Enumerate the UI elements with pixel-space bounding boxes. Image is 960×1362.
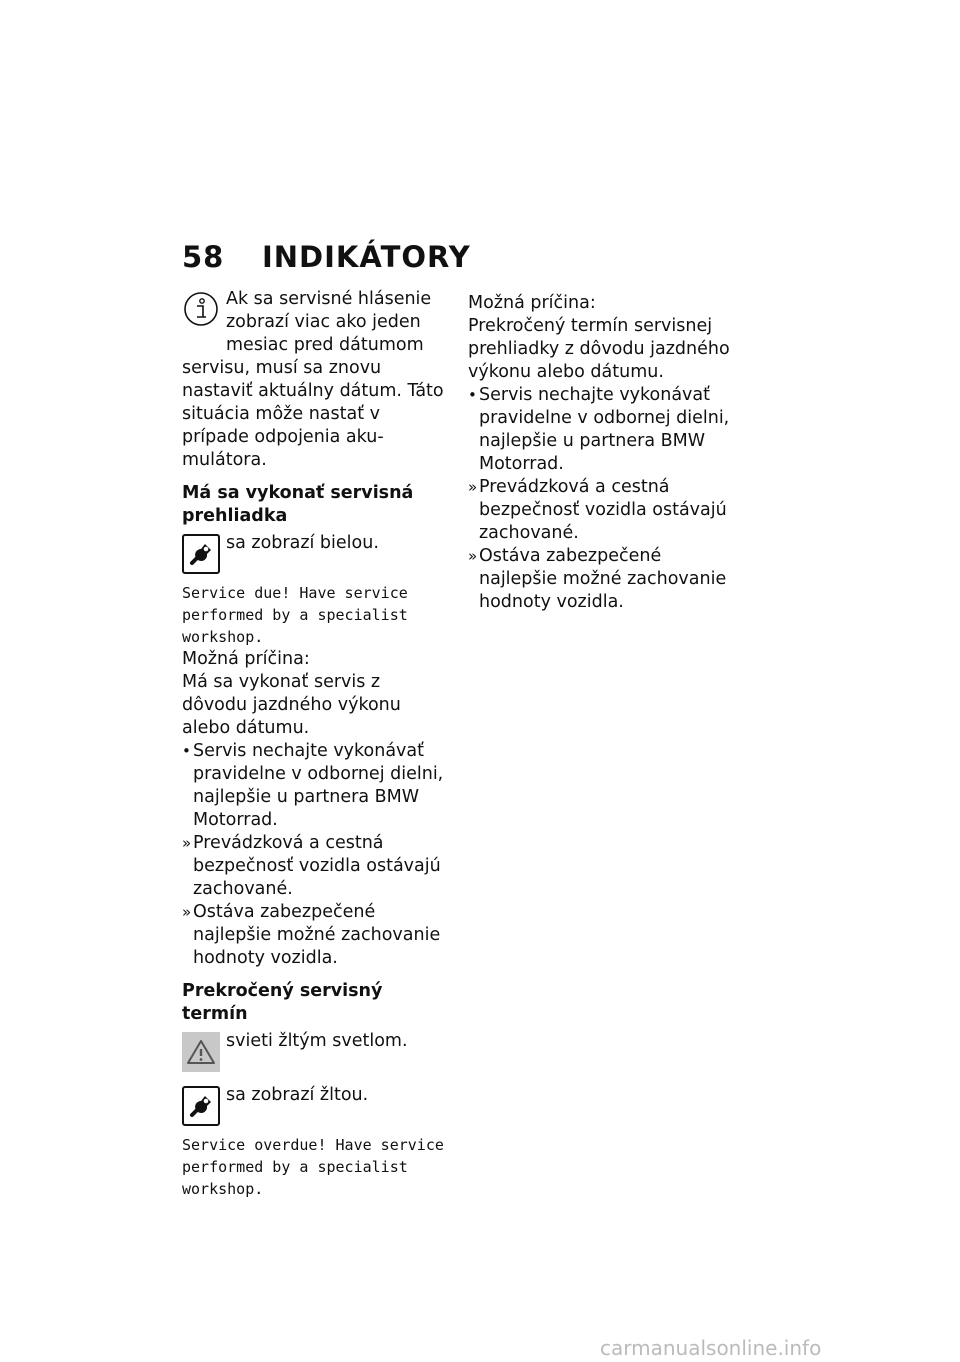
list-item-text: Prevádzková a cestná bezpečnosť vozidla ostávajú zachované.: [479, 477, 727, 543]
wrench-row-overdue: [182, 1084, 450, 1128]
action-list: [468, 384, 736, 614]
cause-text: Prekročený termín servisnej prehliadky z dôvodu jazdného výkonu alebo dátumu.: [468, 316, 730, 382]
wrench-icon: [182, 534, 220, 574]
wrench-icon: [182, 1086, 220, 1126]
bullet-mark: •: [182, 742, 191, 760]
list-item-text: Servis nechajte vykonávať pravidelne v odbornej dielni, najlepšie u partnera BMW Motorrad.: [193, 741, 444, 830]
display-message: Service overdue! Have service performed by a specialist workshop.: [182, 1136, 444, 1198]
right-column: [468, 292, 736, 614]
warning-row: [182, 1030, 450, 1074]
bullet-mark: »: [468, 478, 478, 496]
wrench-row: [182, 532, 450, 576]
cause-text: Má sa vykonať servis z dôvodu jazdného výkonu alebo dátumu.: [182, 672, 401, 738]
action-list: [182, 740, 450, 970]
list-item: [468, 545, 736, 614]
wrench-text: sa zobrazí bielou.: [226, 533, 379, 553]
warning-icon: [182, 1032, 220, 1072]
info-text: Ak sa servisné hlásenie zobrazí viac ako jeden mesiac pred dátumom servisu, musí sa znovu nastaviť aktuálny dátum. Táto situácia môže nastať v prípade odpojenia akumulátora.: [182, 289, 444, 470]
bullet-mark: »: [182, 834, 192, 852]
list-item: [182, 832, 450, 901]
list-item-text: Servis nechajte vykonávať pravidelne v odbornej dielni, najlepšie u partnera BMW Motorrad.: [479, 385, 730, 474]
cause-label: Možná príčina:: [182, 649, 310, 669]
bullet-mark: »: [182, 903, 192, 921]
list-item-text: Ostáva zabezpečené najlepšie možné zachovanie hodnoty vozidla.: [193, 902, 441, 968]
wrench-text: sa zobrazí žltou.: [226, 1085, 369, 1105]
section-heading-service-due: Má sa vykonať servisná prehliadka: [182, 483, 414, 526]
list-item: [468, 476, 736, 545]
display-message: Service due! Have service performed by a specialist workshop.: [182, 584, 408, 646]
left-column: [182, 288, 450, 1200]
section-heading-service-overdue: Prekročený servisný termín: [182, 981, 383, 1024]
page-header: [182, 240, 471, 274]
watermark: carmanualsonline.info: [600, 1336, 822, 1360]
cause-label: Možná príčina:: [468, 293, 596, 313]
bullet-mark: »: [468, 547, 478, 565]
list-item: [182, 740, 450, 832]
page-title: INDIKÁTORY: [262, 240, 471, 274]
list-item-text: Ostáva zabezpečené najlepšie možné zachovanie hodnoty vozidla.: [479, 546, 727, 612]
list-item: [468, 384, 736, 476]
info-note: [182, 288, 450, 472]
bullet-mark: •: [468, 386, 477, 404]
list-item-text: Prevádzková a cestná bezpečnosť vozidla ostávajú zachované.: [193, 833, 441, 899]
page-number: 58: [182, 240, 225, 274]
warning-text: svieti žltým svetlom.: [226, 1031, 408, 1051]
list-item: [182, 901, 450, 970]
info-icon: [182, 290, 220, 335]
